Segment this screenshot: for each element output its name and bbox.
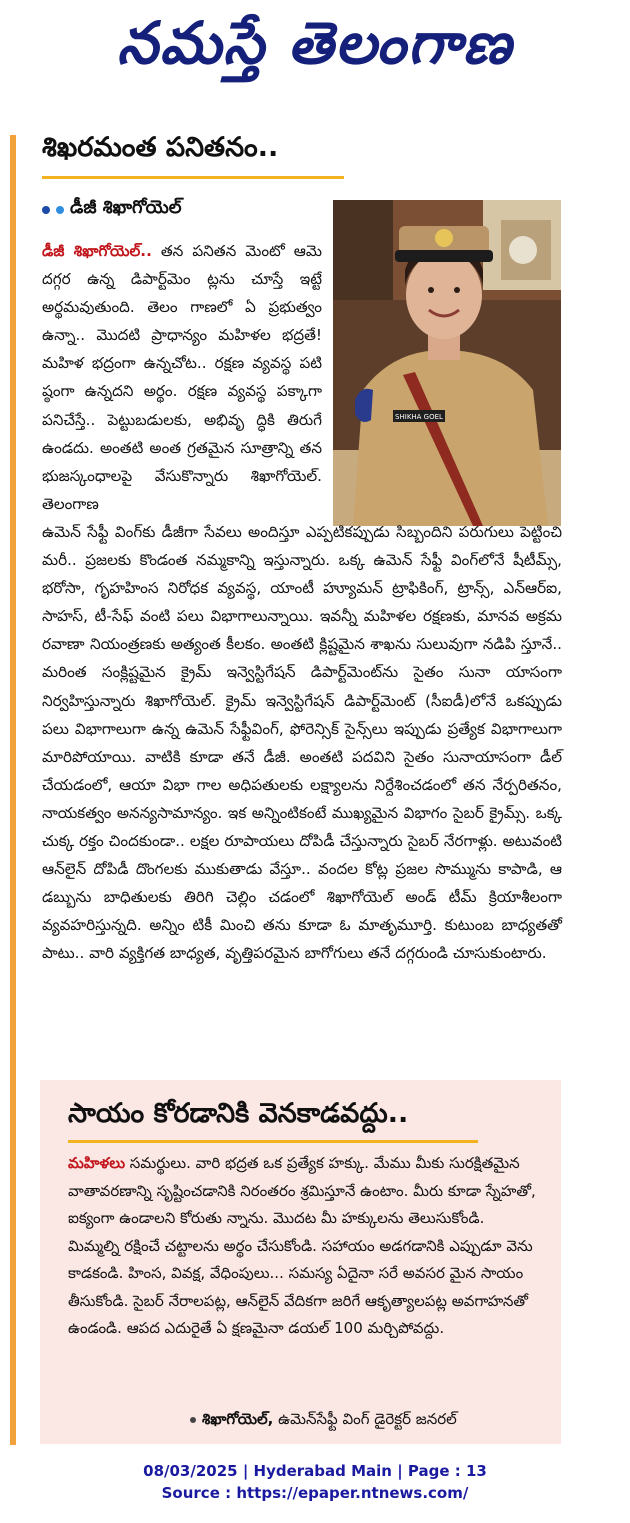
signature-role: ఉమెన్‌సేఫ్టీ వింగ్ డైరెక్టర్ జనరల్ xyxy=(273,1410,457,1428)
box-lead: మహిళలు xyxy=(68,1154,126,1172)
article-lead: డీజీ శిఖాగోయెల్.. xyxy=(42,242,152,260)
name-badge-text: SHIKHA GOEL xyxy=(395,413,443,421)
portrait-illustration xyxy=(333,200,561,526)
signature-name: శిఖాగోయెల్, xyxy=(202,1410,274,1428)
box-body xyxy=(68,1150,538,1343)
bullet-dot-icon xyxy=(42,206,50,214)
footer-date-line: 08/03/2025 | Hyderabad Main | Page : 13 xyxy=(143,1462,487,1480)
signature-line xyxy=(190,1410,550,1432)
byline-text: డీజీ శిఖాగోయెల్ xyxy=(70,197,182,218)
portrait-photo xyxy=(333,200,561,526)
article-narrow-text: తన పనితన మెంటో ఆమె దగ్గర ఉన్న డిపార్ట్‌మెం ట్లను చూస్తే ఇట్టే అర్థమవుతుంది. తెలం గాణలో ఏ ప్రభుత్వం ఉన్నా.. మొదటి ప్రాధాన్యం మహిళల భద్రతే! మహిళ భద్రంగా ఉన్నచోట.. రక్షణ వ్యవస్థ పటి ష్ఠంగా ఉన్నదని అర్థం. రక్షణ వ్యవస్థ పక్కాగా పనిచేస్తే.. పెట్టుబడులకు, అభివృ ద్ధికి తిరుగే ఉండదు. అంతటి అంత గ్రతమైన సూత్రాన్ని తన భుజస్కంధాలపై వేసుకొన్నారు శిఖాగోయెల్. తెలంగాణ xyxy=(42,242,322,513)
masthead-title: నమస్తే తెలంగాణ xyxy=(117,8,513,77)
article-body-narrow xyxy=(42,237,322,518)
article-headline: శిఖరమంత పనితనం.. xyxy=(42,132,279,163)
bullet-dot-icon xyxy=(56,206,64,214)
headline-underline xyxy=(42,176,344,179)
box-title: సాయం కోరడానికి వెనకాడవద్దు.. xyxy=(68,1098,409,1129)
bullet-dot-icon xyxy=(190,1417,196,1423)
footer-source-link[interactable]: Source : https://epaper.ntnews.com/ xyxy=(161,1484,469,1502)
article-body-wide: ఉమెన్ సేఫ్టీ వింగ్‌కు డీజీగా సేవలు అందిస్తూ ఎప్పటికప్పుడు సిబ్బందిని పరుగులు పెట్టించి మరీ.. ప్రజలకు కొండంత నమ్మకాన్ని ఇస్తున్నారు. ఒక్క ఉమెన్ సేఫ్టీ వింగ్‌లోనే షీటీమ్స్, భరోసా, గృహహింస నిరోధక వ్యవస్థ, యాంటీ హ్యూమన్ ట్రాఫికింగ్, ట్రాన్స్, ఎన్ఆర్ఐ, సాహస్, టీ-సేఫ్ వంటి పలు విభాగాలున్నాయి. ఇవన్నీ మహిళల రక్షణకు, మానవ అక్రమ రవాణా నియంత్రణకు అత్యంత కీలకం. అంతటి క్లిష్టమైన శాఖను సులువుగా నడిపి స్తూనే.. మరింత సంక్లిష్టమైన క్రైమ్ ఇన్వెస్టిగేషన్ డిపార్ట్‌మెంట్‌ను సైతం సునా యాసంగా నిర్వహిస్తున్నారు శిఖాగోయెల్. క్రైమ్ ఇన్వెస్టిగేషన్ డిపార్ట్‌మెంట్ (సీఐడీ)లోనే ఒకప్పుడు పలు విభాగాలుగా ఉన్న ఉమెన్ సేఫ్టీవింగ్, ఫోరెన్సిక్ సైన్స్‌లు ఇప్పుడు ప్రత్యేక విభాగాలుగా మారిపోయాయి. వాటికి కూడా తనే డీజీ. అంతటి పదవిని సైతం సునాయాసంగా డీల్ చేయడంలో, ఆయా విభా గాల అధిపతులకు లక్ష్యాలను నిర్దేశించడంలో తన నేర్పరితనం, నాయకత్వం అనన్యసామాన్యం. ఇక అన్నింటికంటే ముఖ్యమైన విభాగం సైబర్ క్రైమ్స్. ఒక్క చుక్క రక్తం చిందకుండా.. లక్షల రూపాయలు దోపిడీ చేస్తున్నారు సైబర్ నేరగాళ్లు. అటువంటి ఆన్‌లైన్ దోపిడీ దొంగలకు ముకుతాడు వేస్తూ.. వందల కోట్ల ప్రజల సొమ్మును కాపాడి, ఆ డబ్బును బాధితులకు తిరిగి చెల్లిం చడంలో శిఖాగోయెల్ అండ్ టీమ్ క్రియాశీలంగా వ్యవహరిస్తున్నది. అన్నిం టికీ మించి తను కూడా ఓ మాతృమూర్తి. కుటుంబ బాధ్యతతో పాటు.. వారి వ్యక్తిగత బాధ్యత, వృత్తిపరమైన బాగోగులు తనే దగ్గరుండి చూసుకుంటారు. xyxy=(42,523,562,963)
page-footer xyxy=(0,1460,630,1504)
left-accent-rule xyxy=(10,135,16,1445)
byline xyxy=(42,197,182,222)
box-text: సమర్థులు. వారి భద్రత ఒక ప్రత్యేక హక్కు. మేము మీకు సురక్షితమైన వాతావరణాన్ని సృష్టించడానికి నిరంతరం శ్రమిస్తూనే ఉంటాం. మీరు కూడా స్నేహతో, ఐక్యంగా ఉండాలని కోరుతు న్నాను. మొదట మీ హక్కులను తెలుసుకోండి. మిమ్మల్ని రక్షించే చట్టాలను అర్థం చేసుకోండి. సహాయం అడగడానికి ఎప్పుడూ వెను కాడకండి. హింస, వివక్ష, వేధింపులు... సమస్య ఏదైనా సరే అవసర మైన సాయం తీసుకోండి. సైబర్ నేరాలపట్ల, ఆన్‌లైన్ వేదికగా జరిగే ఆకృత్యాలపట్ల అవగాహనతో ఉండండి. ఆపద ఎదురైతే ఏ క్షణమైనా డయల్ 100 మర్చిపోవద్దు. xyxy=(68,1154,536,1337)
box-title-underline xyxy=(68,1140,478,1143)
masthead xyxy=(0,0,630,100)
